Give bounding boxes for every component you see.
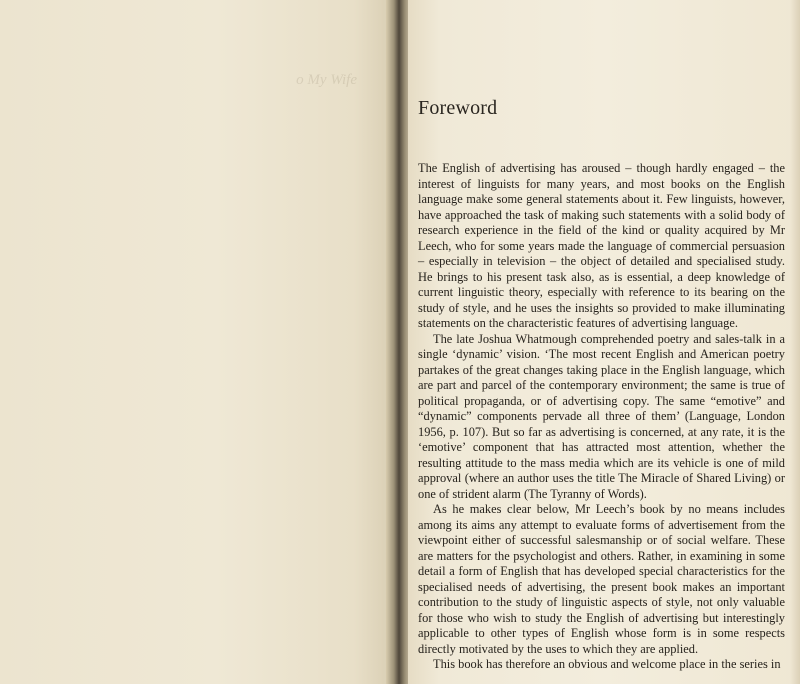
left-page: [0, 0, 393, 684]
left-page-show-through-text: o My Wife: [296, 72, 357, 88]
foreword-body: [418, 161, 785, 673]
paragraph-1: The English of advertising has aroused – though hardly engaged – the interest of linguists for many years, and most books on the English language make some general statements about it. Few linguists, however, have approached the task of making such statements with a solid body of research experience in the field of the kind or quality acquired by Mr Leech, who for some years made the language of commercial persuasion – especially in television – the object of detailed and specialised study. He brings to his present task also, as is essential, a deep knowledge of current linguistic theory, especially with reference to its bearing on the study of style, and he uses the insights so provided to make illuminating statements on the characteristic features of advertising language.: [418, 161, 785, 330]
paragraph-3: As he makes clear below, Mr Leech’s book by no means includes among its aims any attempt to evaluate forms of advertisement from the viewpoint either of successful salesmanship or of social welfare. These are matters for the psychologist and others. Rather, in examining in some detail a form of English that has developed special characteristics for the specialised needs of advertising, the present book makes an important contribution to the study of linguistic aspects of style, not only valuable for those who wish to study the English of advertising but interestingly applicable to other types of English whose form is in some respects directly motivated by the uses to which they are applied.: [418, 502, 785, 656]
paragraph-4: This book has therefore an obvious and welcome place in the series in: [433, 657, 781, 671]
paragraph-2: The late Joshua Whatmough comprehended poetry and sales-talk in a single ‘dynamic’ vision. ‘The most recent English and American poetry partakes of the great changes taking place in the English language, which are part and parcel of the contemporary environment; the same is true of political propaganda, or of advertising copy. The same “emotive” and “dynamic” components pervade all three of them’ (Language, London 1956, p. 107). But so far as advertising is concerned, at any rate, it is the ‘emotive’ component that has attracted most attention, whether the resulting attitude to the mass media which are its vehicle is one of mild approval (where an author uses the title The Miracle of Shared Living) or one of strident alarm (The Tyranny of Words).: [418, 331, 785, 501]
page-title: Foreword: [418, 97, 498, 119]
right-page: [408, 0, 800, 684]
